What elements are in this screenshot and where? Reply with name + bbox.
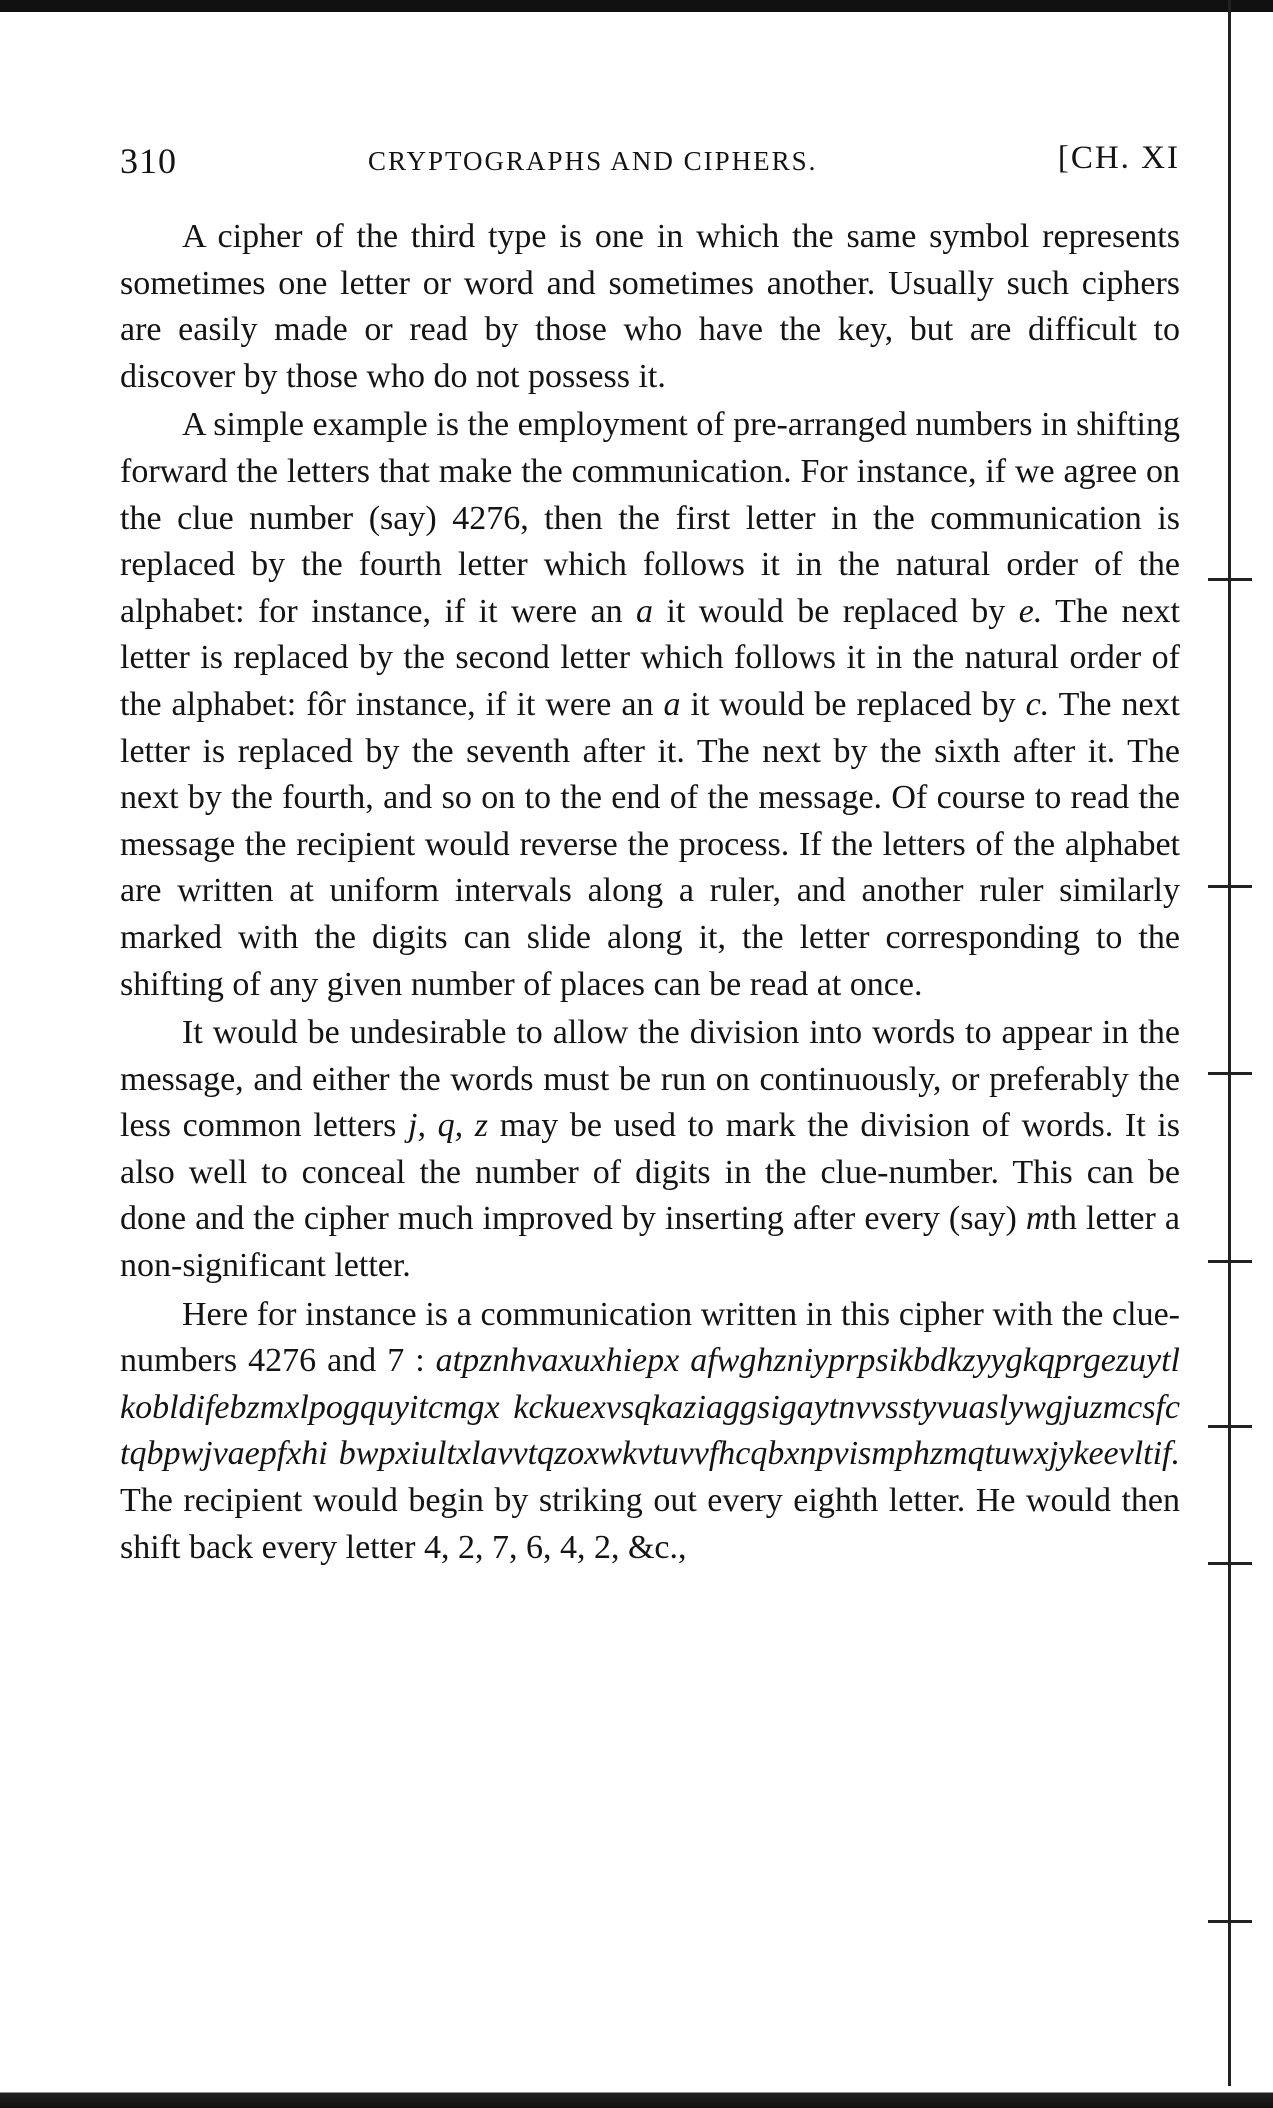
paragraph-text: it would be replaced by	[666, 592, 1006, 630]
paragraph-text: A simple example is the employment of pre-arranged numbers in shifting forward the letters that make the communication. For instance, if we agree on the clue number (say) 4276, then the first letter in the communication is replaced by the fourth letter which follows it in the natural order of the alphabet: for instance, if it were an	[120, 406, 1180, 630]
body-text	[120, 214, 1180, 1571]
paragraph-text: The next letter is replaced by the second letter which follows it in the natural order of the alphabet: fôr instance, if it were an	[120, 592, 1181, 723]
variable-letter: m	[1025, 1200, 1051, 1238]
paragraph-text: The next letter is replaced by the seventh after it. The next by the sixth after it. The next by the fourth, and so on to the end of the message. Of course to read the message the recipient would reverse the process. If the letters of the alphabet are written at uniform intervals along a ruler, and another ruler similarly marked with the digits can slide along it, the letter corresponding to the shifting of any given number of places can be read at once.	[120, 685, 1181, 1003]
paragraph-text: it would be replaced by	[690, 685, 1016, 723]
paragraph-cipher-example	[120, 1292, 1180, 1572]
margin-marks	[1208, 0, 1268, 2108]
paragraph-text: may be used to mark the division of words. It is also well to conceal the number of digits in the clue-number. This can be done and the cipher much improved by inserting after every (say)	[120, 1107, 1180, 1238]
page-number: 310	[120, 141, 177, 181]
margin-mark	[1208, 1260, 1252, 1263]
margin-mark	[1208, 578, 1252, 581]
variable-letter: e.	[1018, 592, 1043, 630]
top-border-rule	[0, 0, 1273, 12]
variable-letter: a	[636, 592, 654, 630]
paragraph-third-type-cipher	[120, 214, 1180, 400]
paragraph-text: It would be undesirable to allow the division into words to appear in the message, and either the words must be run on continuously, or preferably the less common letters	[120, 1014, 1180, 1145]
paragraph-text: th letter a non-significant letter.	[120, 1200, 1180, 1285]
variable-letter: c.	[1025, 685, 1050, 723]
bottom-border-rule	[0, 2086, 1273, 2108]
paragraph-word-division	[120, 1010, 1180, 1290]
paragraph-clue-number-example	[120, 402, 1180, 1008]
paragraph-text: A cipher of the third type is one in which the same symbol represents sometimes one letter or word and sometimes another. Usually such ciphers are easily made or read by those who have the key, but are difficult to discover by those who do not possess it.	[120, 218, 1180, 395]
margin-mark	[1208, 1562, 1252, 1565]
variable-letter: a	[663, 685, 681, 723]
running-head: CRYPTOGRAPHS AND CIPHERS.	[368, 146, 818, 176]
margin-mark	[1208, 1425, 1252, 1428]
paragraph-text: The recipient would begin by striking out every eighth letter. He would then shift back every letter 4, 2, 7, 6, 4, 2, &c.,	[120, 1482, 1180, 1566]
margin-mark	[1208, 885, 1252, 888]
paragraph-text: Here for instance is a communication written in this cipher with the clue-numbers 4276 and 7 :	[120, 1295, 1180, 1380]
margin-mark	[1208, 1920, 1252, 1923]
book-page	[120, 128, 1180, 1573]
margin-mark	[1208, 1072, 1252, 1075]
cipher-text: atpznhvaxuxhiepx afwghzniyprpsikbdkzyygkqprgezuytlkobldifebzmxlpogquyitcmgx kckuexvsqkaziaggsigaytnvvsstyvuaslywgjuzmcsfctqbpwjvaepfxhi bwpxiultxlavvtqzoxwkvtuvvfhcqbxnpvismphzmqtuwxjykeevltif.	[120, 1342, 1180, 1473]
variable-letters: j, q, z	[408, 1107, 489, 1145]
page-header	[120, 128, 1180, 190]
chapter-reference: [CH. XI	[1057, 140, 1180, 176]
